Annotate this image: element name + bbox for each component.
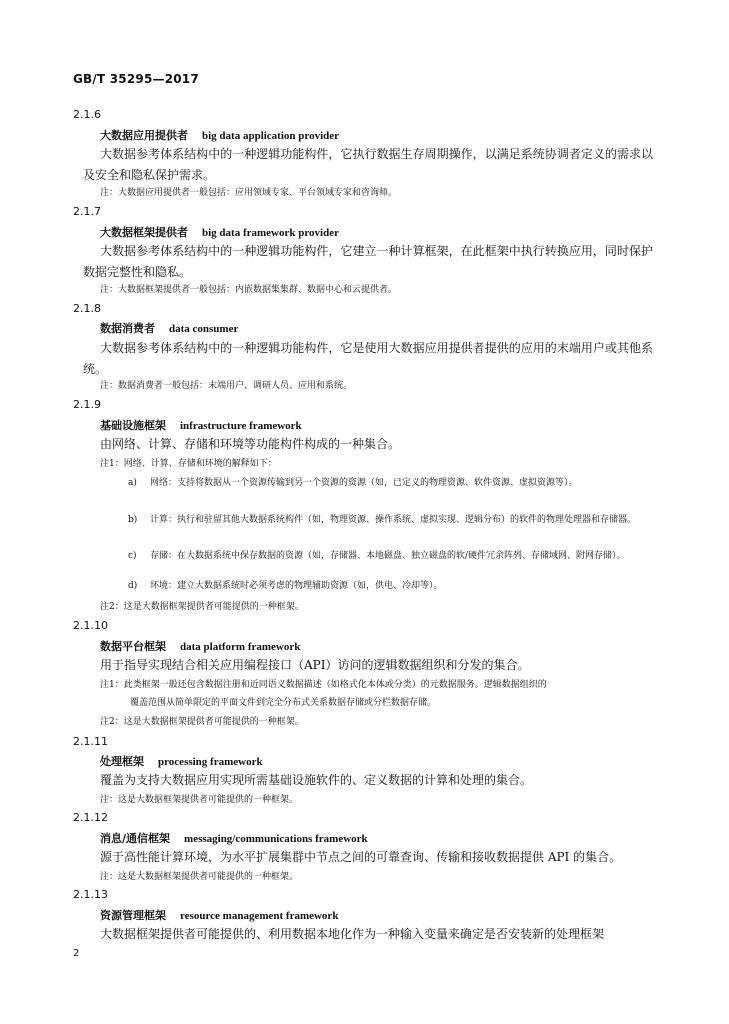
- term-definition: 大数据参考体系结构中的一种逻辑功能构件，它是使用大数据应用提供者提供的应用的末端用户或其他系统。: [83, 341, 653, 376]
- term-chinese: 数据平台框架: [100, 640, 166, 653]
- clause-number: 2.1.9: [73, 398, 101, 411]
- term-heading: [100, 320, 238, 336]
- clause-number: 2.1.10: [73, 619, 108, 632]
- term-note: 注：这是大数据框架提供者可能提供的一种框架。: [100, 872, 299, 882]
- term-definition: 源于高性能计算环境，为水平扩展集群中节点之间的可靠查询、传输和接收数据提供 API 的集合。: [100, 850, 622, 864]
- term-english: data platform framework: [180, 641, 301, 653]
- term-heading: [100, 753, 263, 769]
- list-label: b): [128, 515, 138, 525]
- term-english: resource management framework: [180, 910, 339, 922]
- list-text: 存储：在大数据系统中保存数据的资源（如，存储器、本地磁盘、独立磁盘的软/硬件冗余阵列、存储域网、附网存储）。: [150, 551, 626, 561]
- term-note: 注：大数据框架提供者一般包括：内嵌数据集集群、数据中心和云提供者。: [100, 285, 398, 295]
- term-definition: 大数据参考体系结构中的一种逻辑功能构件，它建立一种计算框架，在此框架中执行转换应用，同时保护数据完整性和隐私。: [83, 244, 653, 279]
- clause-number: 2.1.11: [73, 735, 108, 748]
- clause-number: 2.1.7: [73, 205, 101, 218]
- term-chinese: 处理框架: [100, 755, 144, 768]
- term-chinese: 资源管理框架: [100, 909, 166, 922]
- note-first-line: 注1：此类框架一般还包含数据注册和近同语义数据描述（如格式化本体或分类）的元数据服务。逻辑数据组织的: [100, 680, 547, 690]
- term-chinese: 大数据框架提供者: [100, 226, 188, 239]
- note-list-item: [128, 511, 653, 529]
- list-label: c): [128, 551, 137, 561]
- term-note: 注：数据消费者一般包括：末端用户、调研人员、应用和系统。: [100, 381, 353, 391]
- term-heading: [100, 907, 338, 923]
- term-definition: 大数据框架提供者可能提供的、利用数据本地化作为一种输入变量来确定是否安装新的处理框架: [100, 927, 605, 941]
- note-list-item: [128, 474, 653, 492]
- clause-number: 2.1.6: [73, 108, 101, 121]
- list-label: a): [128, 478, 137, 488]
- term-chinese: 消息/通信框架: [100, 832, 171, 845]
- note-list-item: [128, 577, 653, 595]
- term-english: big data framework provider: [202, 227, 339, 239]
- term-definition: 覆盖为支持大数据应用实现所需基础设施软件的、定义数据的计算和处理的集合。: [100, 773, 533, 787]
- list-text: 网络：支持将数据从一个资源传输到另一个资源的资源（如，已定义的物理资源、软件资源、虚拟资源等）。: [150, 478, 578, 488]
- note-list-item: [128, 547, 653, 565]
- term-definition: 由网络、计算、存储和环境等功能构件构成的一种集合。: [100, 437, 401, 451]
- term-chinese: 数据消费者: [100, 322, 155, 335]
- list-text: 环境：建立大数据系统时必须考虑的物理辅助资源（如，供电、冷却等）。: [150, 581, 443, 591]
- term-heading: [100, 127, 339, 143]
- term-english: data consumer: [169, 323, 239, 335]
- term-heading: [100, 417, 302, 433]
- term-definition: 大数据参考体系结构中的一种逻辑功能构件，它执行数据生存周期操作，以满足系统协调者定义的需求以及安全和隐私保护需求。: [83, 147, 653, 182]
- page-number: 2: [73, 948, 80, 959]
- term-definition: 用于指导实现结合相关应用编程接口（API）访问的逻辑数据组织和分发的集合。: [100, 658, 530, 672]
- clause-number: 2.1.8: [73, 302, 101, 315]
- clause-number: 2.1.13: [73, 888, 108, 901]
- term-english: infrastructure framework: [180, 420, 302, 432]
- term-english: messaging/communications framework: [184, 833, 368, 845]
- term-note: 注：这是大数据框架提供者可能提供的一种框架。: [100, 795, 299, 805]
- term-english: processing framework: [158, 756, 263, 768]
- note-continuation: 覆盖范围从简单限定的平面文件到完全分布式关系数据存储或分栏数据存储。: [130, 698, 437, 708]
- term-heading: [100, 830, 368, 846]
- term-heading: [100, 638, 300, 654]
- list-label: d): [128, 581, 138, 591]
- term-english: big data application provider: [202, 130, 340, 142]
- term-note-2: 注2：这是大数据框架提供者可能提供的一种框架。: [100, 602, 304, 612]
- term-chinese: 基础设施框架: [100, 419, 166, 432]
- clause-number: 2.1.12: [73, 811, 108, 824]
- term-note: 注：大数据应用提供者一般包括：应用领域专家、平台领域专家和咨询师。: [100, 188, 398, 198]
- term-note-2: 注2：这是大数据框架提供者可能提供的一种框架。: [100, 717, 304, 727]
- standard-code-header: GB/T 35295—2017: [73, 72, 199, 86]
- term-note-1: [100, 676, 655, 712]
- term-chinese: 大数据应用提供者: [100, 129, 188, 142]
- term-note-1: 注1：网络、计算、存储和环境的解释如下：: [100, 459, 277, 469]
- term-heading: [100, 224, 339, 240]
- list-text: 计算：执行和驻留其他大数据系统构件（如，物理资源、操作系统、虚拟实现、逻辑分布）的软件的物理处理器和存储器。: [150, 515, 637, 525]
